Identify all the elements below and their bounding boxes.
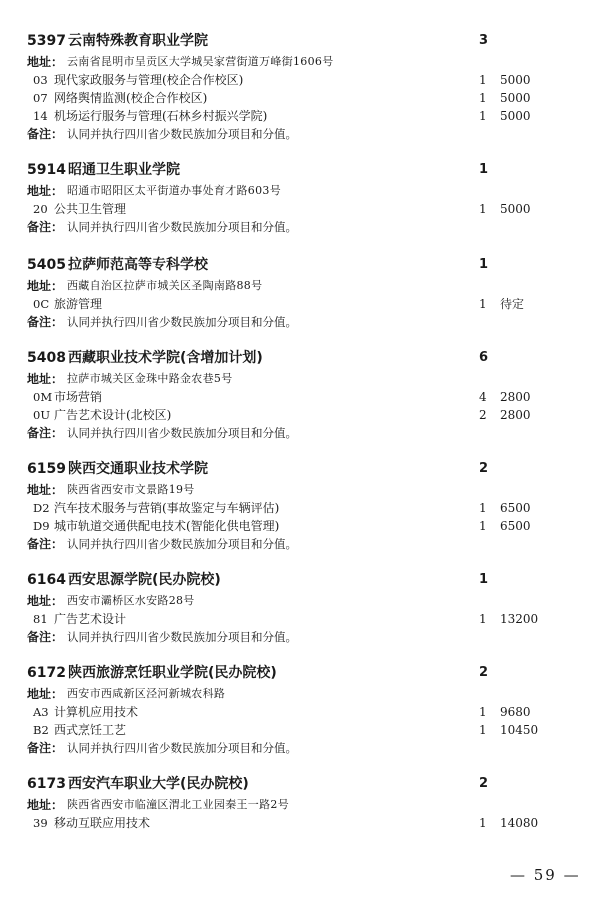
school-entry [0,773,600,832]
school-entry [0,159,600,236]
school-code: 5408 [27,350,66,366]
address-text: 昭通市昭阳区太平街道办事处育才路603号 [67,184,281,197]
major-count: 1 [479,202,487,216]
major-code: 20 [33,202,48,216]
school-header [0,254,600,276]
school-total: 1 [479,257,489,272]
school-name: 云南特殊教育职业学院 [68,33,208,49]
address-row [0,277,600,295]
major-name: 广告艺术设计 [54,612,127,626]
school-header [0,773,600,795]
address-text: 西安市西咸新区泾河新城农科路 [67,687,226,700]
major-fee: 5000 [500,202,531,216]
note-row [0,125,600,143]
major-name: 城市轨道交通供配电技术(智能化供电管理) [54,519,280,533]
school-entry [0,662,600,757]
major-code: D9 [33,519,50,533]
school-name: 昭通卫生职业学院 [68,162,180,178]
major-count: 1 [479,723,487,737]
school-entry [0,569,600,646]
note-row [0,628,600,646]
school-total: 6 [479,350,489,365]
major-code: 14 [33,109,48,123]
address-label: 地址： [27,594,64,608]
school-header [0,30,600,52]
school-total: 2 [479,776,489,791]
address-row [0,685,600,703]
major-name: 现代家政服务与管理(校企合作校区) [54,73,244,87]
address-row [0,481,600,499]
major-fee: 待定 [500,297,525,311]
major-code: 03 [33,73,48,87]
address-row [0,796,600,814]
major-row [0,703,600,721]
major-fee: 10450 [500,723,539,737]
major-name: 计算机应用技术 [54,705,139,719]
note-row [0,739,600,757]
major-code: 81 [33,612,48,626]
school-entry [0,254,600,331]
major-code: B2 [33,723,49,737]
major-fee: 9680 [500,705,531,719]
note-label: 备注： [27,630,64,644]
note-row [0,218,600,236]
school-header [0,569,600,591]
address-text: 陕西省西安市文景路19号 [67,483,195,496]
major-fee: 2800 [500,390,531,404]
major-count: 1 [479,91,487,105]
school-total: 2 [479,665,489,680]
major-code: 07 [33,91,48,105]
note-text: 认同并执行四川省少数民族加分项目和分值。 [67,426,297,440]
school-header [0,159,600,181]
address-label: 地址： [27,372,64,386]
address-text: 西安市灞桥区水安路28号 [67,594,195,607]
school-entry [0,347,600,442]
major-fee: 2800 [500,408,531,422]
note-row [0,535,600,553]
major-count: 1 [479,612,487,626]
note-text: 认同并执行四川省少数民族加分项目和分值。 [67,127,297,141]
major-count: 1 [479,109,487,123]
major-code: 0U [33,408,51,422]
note-label: 备注： [27,537,64,551]
school-code: 5397 [27,33,66,49]
school-name: 陕西旅游烹饪职业学院(民办院校) [68,665,277,681]
major-fee: 5000 [500,91,531,105]
major-row [0,499,600,517]
major-count: 2 [479,408,487,422]
major-name: 公共卫生管理 [54,202,127,216]
school-code: 5405 [27,257,66,273]
major-name: 市场营销 [54,390,103,404]
address-text: 西藏自治区拉萨市城关区圣陶南路88号 [67,279,263,292]
address-text: 陕西省西安市临潼区渭北工业园秦王一路2号 [67,798,289,811]
address-label: 地址： [27,55,64,69]
major-name: 旅游管理 [54,297,103,311]
note-text: 认同并执行四川省少数民族加分项目和分值。 [67,315,297,329]
note-label: 备注： [27,741,64,755]
major-fee: 5000 [500,109,531,123]
major-name: 广告艺术设计(北校区) [54,408,172,422]
major-row [0,295,600,313]
major-fee: 13200 [500,612,539,626]
major-row [0,200,600,218]
major-code: 0M [33,390,53,404]
major-code: A3 [33,705,49,719]
school-entry [0,30,600,143]
school-code: 6173 [27,776,66,792]
major-row [0,721,600,739]
school-total: 3 [479,33,489,48]
school-code: 6172 [27,665,66,681]
school-header [0,662,600,684]
address-row [0,370,600,388]
address-label: 地址： [27,798,64,812]
school-name: 西安汽车职业大学(民办院校) [68,776,249,792]
school-code: 6159 [27,461,66,477]
major-row [0,107,600,125]
note-text: 认同并执行四川省少数民族加分项目和分值。 [67,630,297,644]
address-label: 地址： [27,279,64,293]
major-count: 1 [479,73,487,87]
school-total: 1 [479,572,489,587]
major-name: 汽车技术服务与营销(事故鉴定与车辆评估) [54,501,280,515]
major-fee: 6500 [500,501,531,515]
major-fee: 14080 [500,816,539,830]
major-row [0,406,600,424]
school-name: 西藏职业技术学院(含增加计划) [68,350,263,366]
major-name: 机场运行服务与管理(石林乡村振兴学院) [54,109,268,123]
school-header [0,347,600,369]
page-number: — 59 — [510,866,581,884]
note-row [0,424,600,442]
major-row [0,814,600,832]
address-row [0,592,600,610]
school-name: 拉萨师范高等专科学校 [68,257,208,273]
major-fee: 5000 [500,73,531,87]
address-row [0,182,600,200]
major-count: 1 [479,501,487,515]
major-fee: 6500 [500,519,531,533]
school-name: 陕西交通职业技术学院 [68,461,208,477]
school-entry [0,458,600,553]
school-header [0,458,600,480]
address-row [0,53,600,71]
major-count: 1 [479,297,487,311]
note-text: 认同并执行四川省少数民族加分项目和分值。 [67,220,297,234]
address-text: 拉萨市城关区金珠中路金农巷5号 [67,372,233,385]
major-row [0,517,600,535]
school-code: 5914 [27,162,66,178]
major-row [0,388,600,406]
major-name: 西式烹饪工艺 [54,723,127,737]
note-text: 认同并执行四川省少数民族加分项目和分值。 [67,537,297,551]
major-row [0,71,600,89]
major-count: 1 [479,816,487,830]
major-row [0,89,600,107]
school-total: 2 [479,461,489,476]
major-code: D2 [33,501,50,515]
major-code: 0C [33,297,50,311]
major-code: 39 [33,816,48,830]
school-code: 6164 [27,572,66,588]
school-total: 1 [479,162,489,177]
major-count: 1 [479,705,487,719]
address-label: 地址： [27,687,64,701]
school-name: 西安思源学院(民办院校) [68,572,221,588]
major-count: 4 [479,390,487,404]
major-name: 网络舆情监测(校企合作校区) [54,91,208,105]
major-name: 移动互联应用技术 [54,816,151,830]
note-label: 备注： [27,127,64,141]
address-label: 地址： [27,483,64,497]
note-label: 备注： [27,220,64,234]
major-count: 1 [479,519,487,533]
major-row [0,610,600,628]
note-label: 备注： [27,426,64,440]
note-row [0,313,600,331]
address-text: 云南省昆明市呈贡区大学城吴家营街道万峰街1606号 [67,55,334,68]
address-label: 地址： [27,184,64,198]
note-text: 认同并执行四川省少数民族加分项目和分值。 [67,741,297,755]
note-label: 备注： [27,315,64,329]
